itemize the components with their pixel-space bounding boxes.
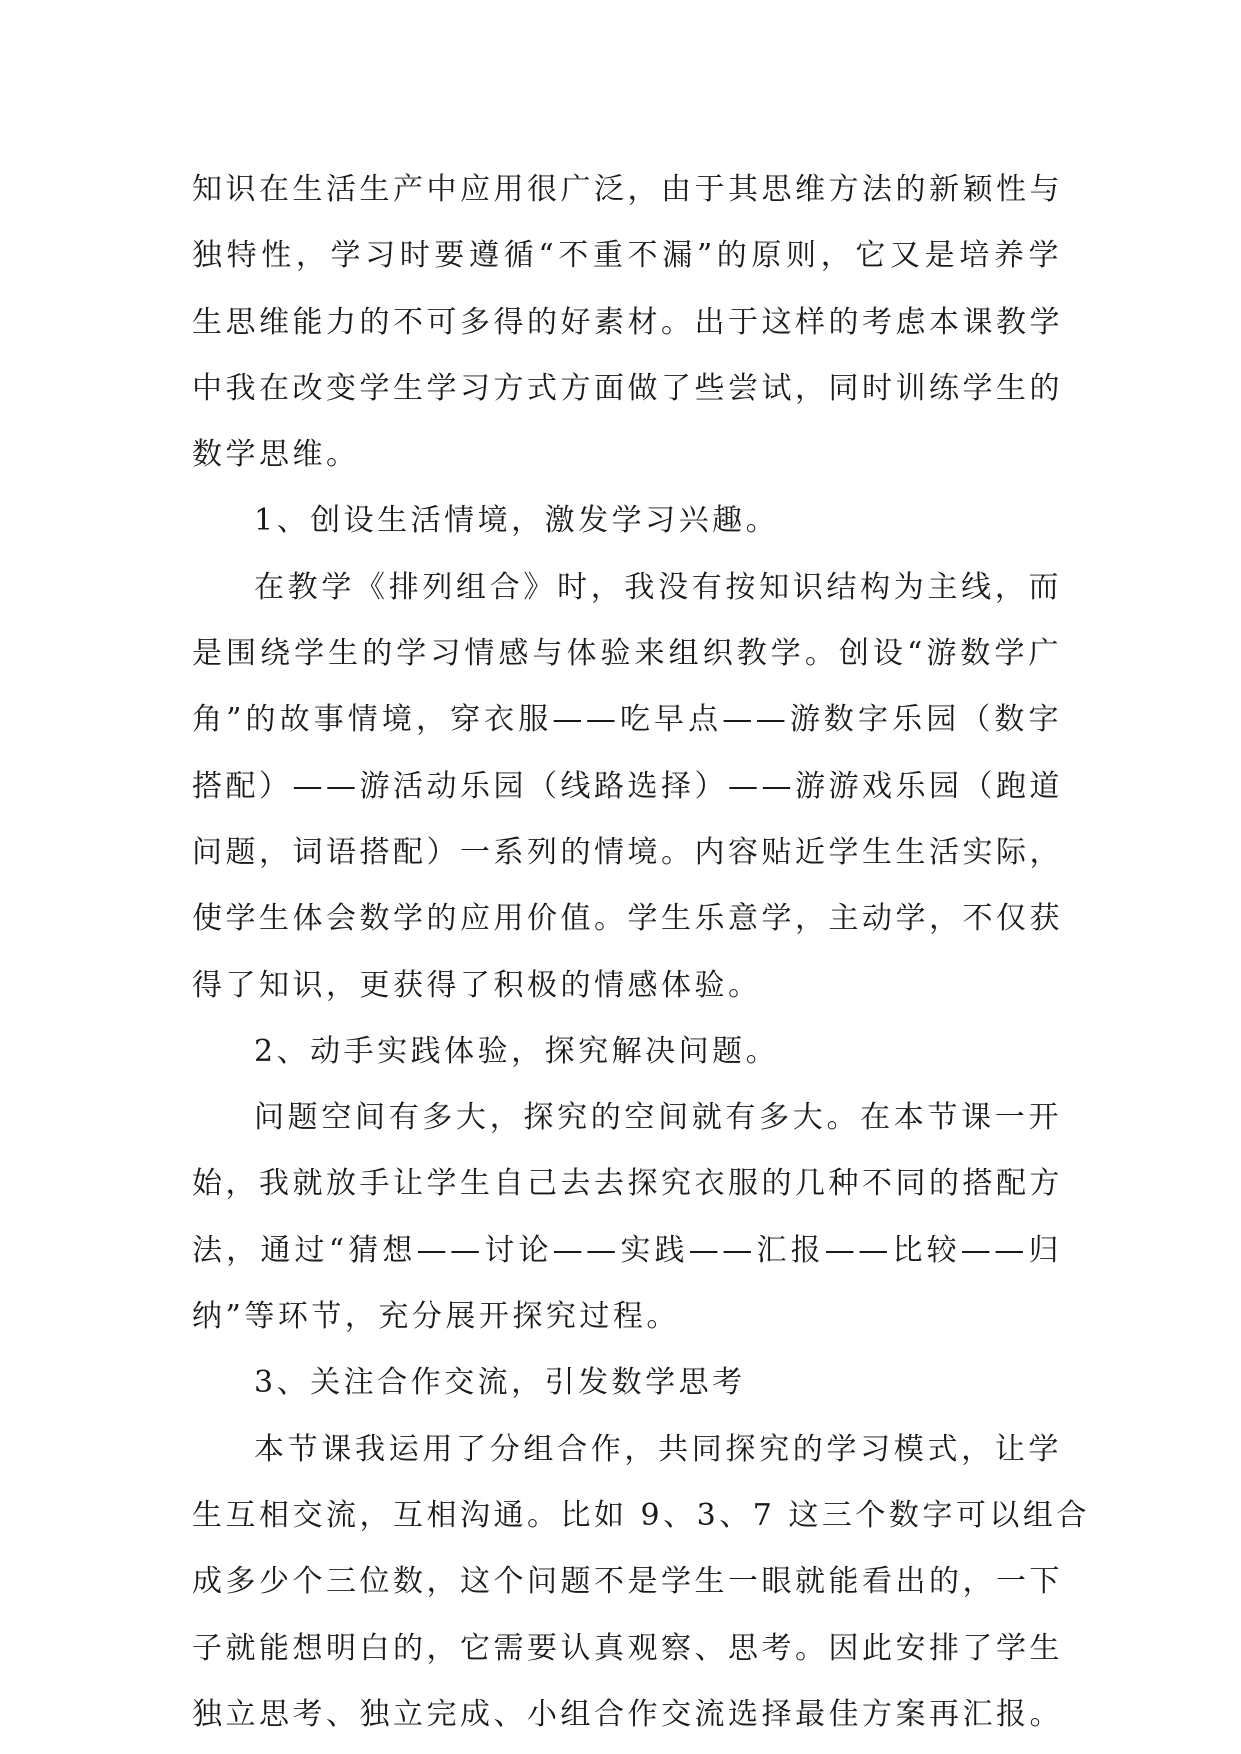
text-line: 使学生体会数学的应用价值。学生乐意学，主动学，不仅获 (192, 901, 1063, 937)
text-line: 2、动手实践体验，探究解决问题。 (254, 1033, 780, 1069)
text-line: 子就能想明白的，它需要认真观察、思考。因此安排了学生 (192, 1630, 1063, 1666)
text-line: 成多少个三位数，这个问题不是学生一眼就能看出的，一下 (192, 1564, 1063, 1600)
text-line: 是围绕学生的学习情感与体验来组织教学。创设“游数学广 (192, 636, 1062, 672)
text-line: 问题，词语搭配）一系列的情境。内容贴近学生生活实际， (192, 834, 1063, 870)
text-line: 问题空间有多大，探究的空间就有多大。在本节课一开 (254, 1100, 1062, 1136)
text-line: 纳”等环节，充分展开探究过程。 (192, 1299, 680, 1335)
text-line: 1、创设生活情境，激发学习兴趣。 (254, 503, 780, 539)
document-body (192, 157, 1090, 1748)
text-line: 生思维能力的不可多得的好素材。出于这样的考虑本课教学 (192, 304, 1063, 340)
text-line: 3、关注合作交流，引发数学思考 (254, 1365, 746, 1401)
text-line: 生互相交流，互相沟通。比如 9、3、7 这三个数字可以组合 (192, 1497, 1090, 1533)
paragraph (192, 157, 1062, 488)
text-line: 始，我就放手让学生自己去去探究衣服的几种不同的搭配方 (192, 1166, 1063, 1202)
paragraph (192, 1417, 1090, 1748)
text-line: 角”的故事情境，穿衣服——吃早点——游数字乐园（数字 (192, 702, 1062, 738)
text-line: 数学思维。 (192, 437, 360, 473)
paragraph (192, 1019, 1062, 1085)
text-line: 知识在生活生产中应用很广泛，由于其思维方法的新颖性与 (192, 172, 1063, 207)
text-line: 独特性，学习时要遵循“不重不漏”的原则，它又是培养学 (192, 238, 1062, 274)
text-line: 本节课我运用了分组合作，共同探究的学习模式，让学 (254, 1431, 1062, 1467)
text-line: 独立思考、独立完成、小组合作交流选择最佳方案再汇报。 (192, 1696, 1063, 1732)
text-line: 得了知识，更获得了积极的情感体验。 (192, 967, 762, 1003)
paragraph (192, 555, 1062, 1019)
paragraph (192, 488, 1062, 554)
paragraph (192, 1350, 1062, 1416)
text-line: 搭配）——游活动乐园（线路选择）——游游戏乐园（跑道 (192, 768, 1063, 804)
text-line: 法，通过“猜想——讨论——实践——汇报——比较——归 (192, 1232, 1062, 1268)
paragraph (192, 1085, 1062, 1350)
text-line: 中我在改变学生学习方式方面做了些尝试，同时训练学生的 (192, 370, 1063, 406)
text-line: 在教学《排列组合》时，我没有按知识结构为主线，而 (254, 569, 1062, 605)
